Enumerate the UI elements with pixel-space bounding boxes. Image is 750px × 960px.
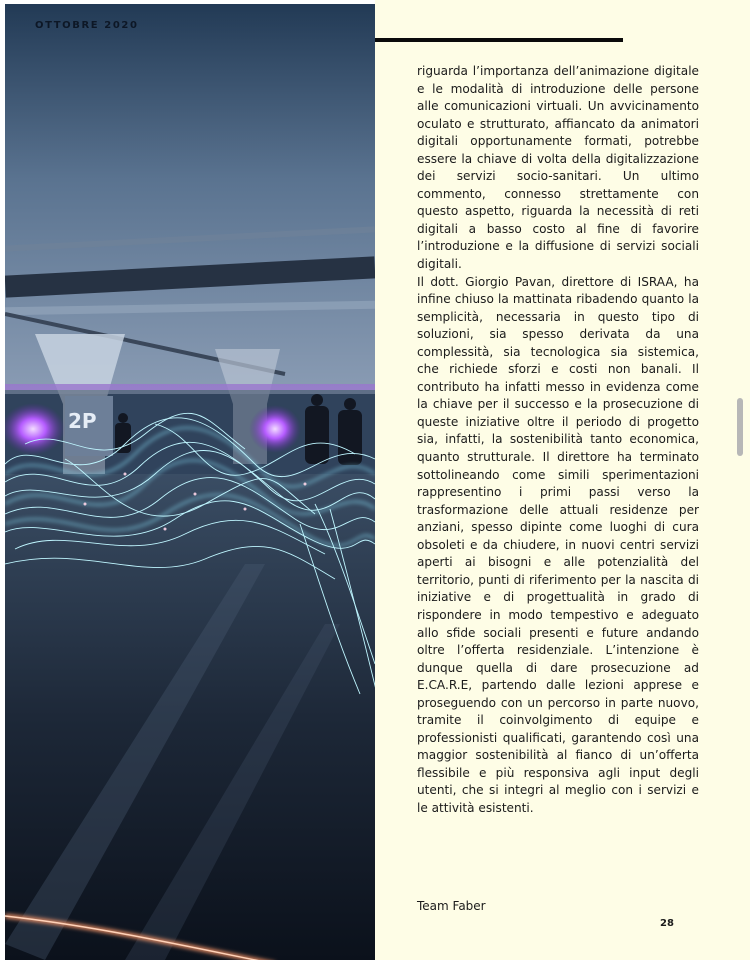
article-body (417, 63, 699, 818)
article-signature: Team Faber (417, 899, 486, 913)
photo-illustration (5, 4, 375, 960)
parking-garage-light-art-photo (5, 4, 375, 960)
article-paragraph: Il dott. Giorgio Pavan, direttore di ISRAA, ha infine chiuso la mattinata ribadendo quanto la semplicità, necessaria in questo tipo di soluzioni, sia spesso derivata da una complessità, sia tecnologica sia sistemica, che richiede sforzi e costi non banali. Il contributo ha infatti messo in evidenza come la chiave per il successo e la prosecuzione di queste iniziative oltre il periodo di progetto sia, infatti, la sostenibilità tanto economica, quanto strutturale. Il direttore ha terminato sottolineando come simili sperimentazioni rappresentino i primi passi verso la trasformazione delle attuali residenze per anziani, spesso dipinte come luoghi di cura obsoleti e da chiudere, in nuovi centri servizi aperti ai bisogni e alle potenzialità del territorio, punti di riferimento per la nascita di iniziative e di progettualità in grado di rispondere in modo tempestivo e adeguato allo sfide sociali presenti e future andando oltre l’offerta residenziale. L’intenzione è dunque quella di dare prosecuzione ad E.CA.R.E, partendo dalle lezioni apprese e proseguendo con un percorso in parte nuovo, tramite il coinvolgimento di equipe e professionisti qualificati, garantendo così una maggior sostenibilità al fianco di un’offerta flessibile e più responsiva agli input degli utenti, che si integri al meglio con i servizi e le attività esistenti. (417, 274, 699, 815)
scrollbar-thumb[interactable] (737, 398, 743, 456)
header-rule (375, 38, 623, 42)
article-paragraph: riguarda l’importanza dell’animazione digitale e le modalità di introduzione delle persone alle comunicazioni virtuali. Un avvicinamento oculato e strutturato, affiancato da animatori digitali opportunamente formati, potrebbe essere la chiave di volta della digitalizzazione dei servizi socio-sanitari. Un ultimo commento, connesso strettamente con questo aspetto, riguarda la necessità di reti digitali a basso costo al fine di favorire l’introduzione e la diffusione di servizi sociali digitali. (417, 64, 699, 272)
page-number: 28 (660, 918, 674, 929)
issue-date: OTTOBRE 2020 (35, 20, 139, 31)
parking-sign: 2P (68, 409, 97, 433)
